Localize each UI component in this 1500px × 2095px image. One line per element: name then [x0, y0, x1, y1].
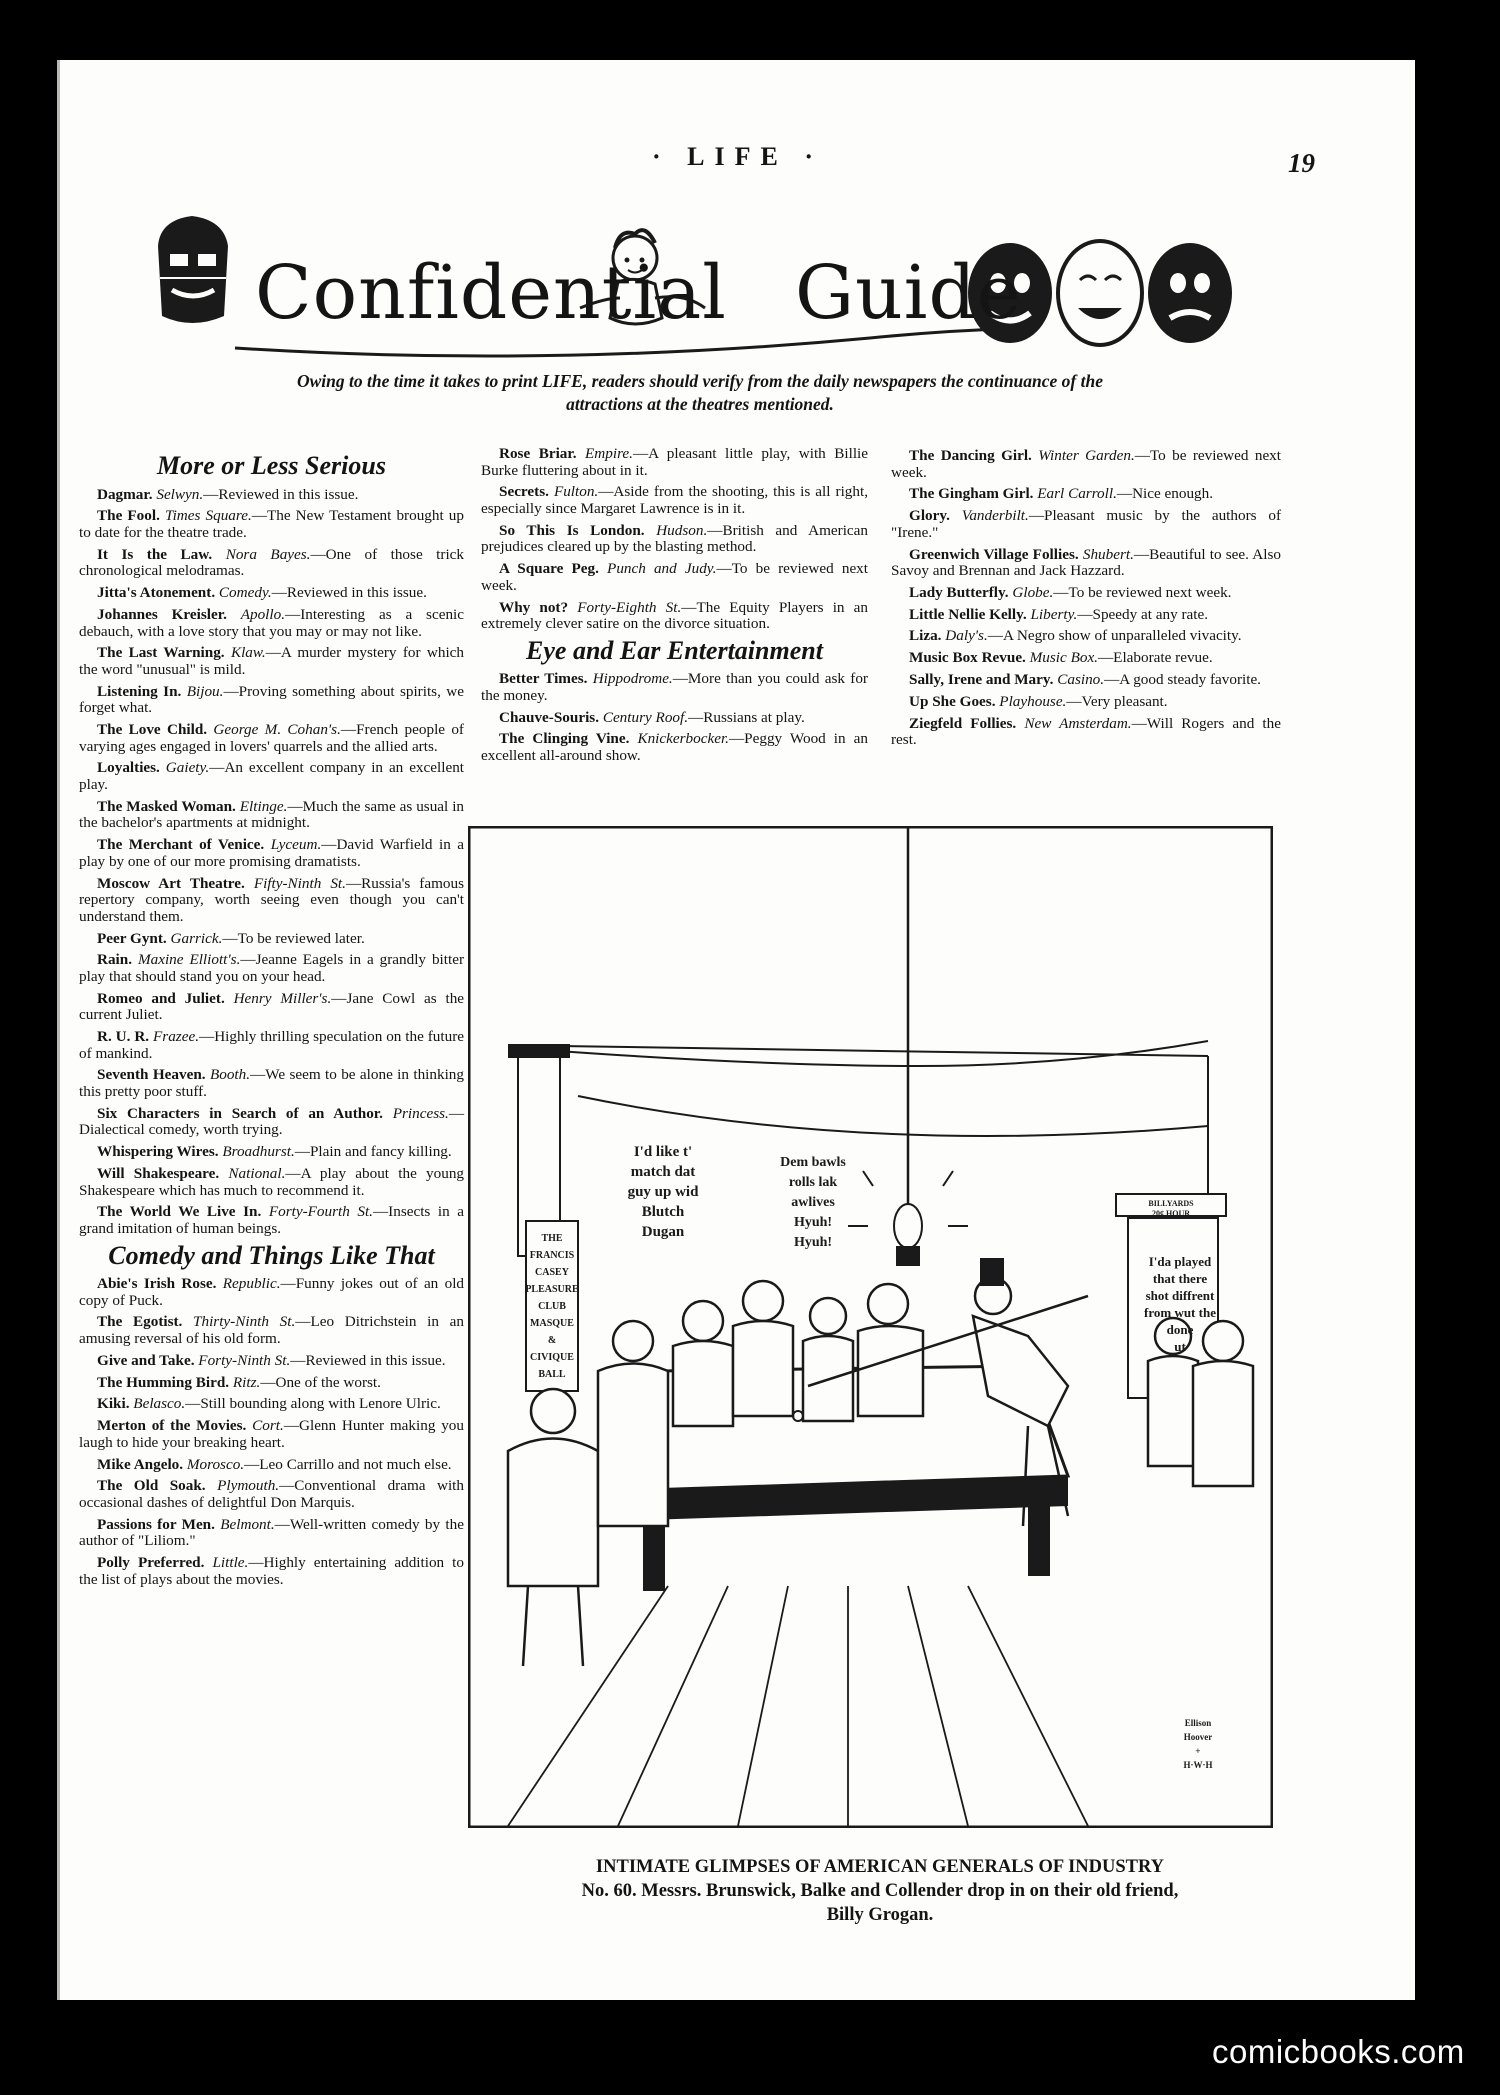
listing-entry — [79, 1555, 464, 1588]
listing-entry — [79, 1314, 464, 1347]
entry-text: —David Warfield in a play by one of our more promising dramatists. — [79, 836, 465, 870]
entry-title: Peer Gynt. — [97, 929, 167, 947]
listing-entry — [79, 1276, 464, 1309]
tiki-mask-icon — [158, 216, 228, 323]
entry-title: Passions for Men. — [97, 1515, 215, 1533]
entry-text: —A Negro show of unparalleled vivacity. — [987, 627, 1242, 645]
entry-text: —An excellent company in an excellent play. — [79, 759, 465, 793]
balloon-right-line: I'da played — [1148, 1254, 1212, 1269]
listing-entry — [79, 876, 464, 926]
balloon-right-line: that there — [1152, 1271, 1208, 1286]
entry-text: —Dialectical comedy, worth trying. — [79, 1104, 465, 1139]
entry-text: —Very pleasant. — [1066, 692, 1168, 710]
entry-text: —French people of varying ages engaged in lovers' quarrels and the allied arts. — [79, 721, 464, 755]
balloon-left-line: Blutch — [641, 1204, 685, 1220]
signature-line: + — [1195, 1746, 1201, 1756]
entry-text: —Reviewed in this issue. — [271, 584, 427, 602]
entry-venue: Ritz. — [232, 1373, 261, 1391]
entry-title: A Square Peg. — [499, 560, 599, 578]
page-number: 19 — [1288, 148, 1315, 178]
entry-venue: Forty-Ninth St. — [198, 1351, 291, 1369]
entry-title: The Egotist. — [97, 1313, 183, 1331]
banner-title-word-1: Confidential — [255, 250, 727, 336]
listing-entry — [79, 645, 464, 678]
listing-entry — [79, 1166, 464, 1199]
entry-venue: Hudson. — [656, 521, 708, 539]
listing-entry — [481, 446, 868, 479]
entry-title: Liza. — [909, 627, 942, 645]
entry-text: —Well-written comedy by the author of "Liliom." — [79, 1515, 464, 1550]
entry-venue: Morosco. — [186, 1455, 245, 1473]
poster-line: CIVIQUE — [530, 1352, 574, 1363]
entry-title: Up She Goes. — [909, 692, 996, 710]
listing-entry — [79, 585, 464, 602]
entry-text: —Funny jokes out of an old copy of Puck. — [79, 1275, 465, 1309]
entry-venue: Thirty-Ninth St. — [193, 1313, 296, 1331]
entry-venue: Henry Miller's. — [233, 989, 332, 1007]
listing-entry — [79, 991, 464, 1024]
section-heading: Comedy and Things Like That — [108, 1240, 435, 1270]
entry-venue: Plymouth. — [217, 1477, 280, 1495]
entry-title: Listening In. — [97, 682, 182, 700]
listing-entry — [891, 672, 1281, 689]
entry-venue: Belasco. — [133, 1395, 186, 1413]
entry-venue: Eltinge. — [239, 797, 288, 815]
entry-venue: Empire. — [585, 445, 633, 462]
poster-line: THE — [541, 1233, 563, 1244]
entry-venue: Winter Garden. — [1038, 447, 1135, 464]
entry-title: Why not? — [499, 598, 569, 616]
entry-venue: Princess. — [392, 1104, 449, 1122]
entry-title: Whispering Wires. — [97, 1143, 219, 1161]
listing-entry — [79, 487, 464, 504]
entry-title: Chauve-Souris. — [499, 708, 600, 726]
entry-venue: National. — [228, 1164, 286, 1182]
signature-line: Hoover — [1183, 1732, 1213, 1742]
entry-title: Abie's Irish Rose. — [97, 1275, 217, 1293]
entry-title: The Masked Woman. — [97, 797, 236, 815]
entry-venue: Broadhurst. — [222, 1143, 295, 1161]
entry-venue: Music Box. — [1029, 649, 1098, 667]
listing-entry — [79, 799, 464, 832]
banner-title-word-2: Guide — [795, 250, 1022, 336]
entry-title: Kiki. — [97, 1395, 130, 1413]
balloon-center-line: Hyuh! — [793, 1215, 833, 1230]
entry-venue: New Amsterdam. — [1024, 714, 1132, 732]
entry-text: —Reviewed in this issue. — [203, 485, 359, 503]
entry-venue: Belmont. — [220, 1515, 275, 1533]
entry-venue: George M. Cohan's. — [213, 721, 341, 739]
entry-text: —Jeanne Eagels in a grandly bitter play that should stand you on your head. — [79, 951, 465, 985]
listing-entry — [79, 1029, 464, 1062]
entry-text: —Speedy at any rate. — [1077, 605, 1209, 623]
entry-title: The Last Warning. — [97, 644, 225, 662]
listing-entry — [891, 508, 1281, 541]
entry-text: —Russians at play. — [688, 708, 805, 726]
entry-title: Dagmar. — [97, 485, 153, 503]
entry-title: Moscow Art Theatre. — [97, 874, 245, 892]
listing-entry — [79, 1353, 464, 1370]
entry-title: Greenwich Village Follies. — [909, 545, 1079, 563]
entry-text: —Beautiful to see. Also Savoy and Brennan and Jack Hazzard. — [891, 545, 1282, 580]
entry-text: —To be reviewed next week. — [481, 560, 868, 594]
entry-title: The Old Soak. — [97, 1477, 206, 1495]
entry-text: —Elaborate revue. — [1097, 649, 1213, 667]
signature-line: H·W·H — [1183, 1760, 1213, 1770]
entry-venue: Casino. — [1057, 671, 1105, 689]
entry-title: Romeo and Juliet. — [97, 989, 225, 1007]
entry-title: Music Box Revue. — [909, 649, 1026, 667]
balloon-left-line: Dugan — [641, 1224, 685, 1240]
entry-text: —A murder mystery for which the word "unusual" is mild. — [79, 644, 464, 678]
entry-title: Glory. — [909, 507, 950, 525]
balloon-center-line: Dem bawls — [780, 1155, 846, 1170]
entry-venue: Nora Bayes. — [225, 545, 311, 563]
sign-line: BILLYARDS — [1148, 1199, 1194, 1208]
listing-entry — [481, 671, 868, 704]
entry-venue: Apollo. — [240, 605, 286, 623]
entry-title: Better Times. — [499, 670, 588, 688]
magazine-page — [57, 60, 1415, 2000]
caption-line-1: INTIMATE GLIMPSES OF AMERICAN GENERALS OF INDUSTRY — [595, 1857, 1165, 1877]
listing-entry — [79, 1375, 464, 1392]
entry-text: —To be reviewed later. — [222, 929, 365, 947]
listing-entry — [79, 760, 464, 793]
entry-venue: Daly's. — [945, 627, 988, 645]
listing-entry — [79, 1144, 464, 1161]
entry-venue: Comedy. — [218, 584, 272, 602]
balloon-right-line: done — [1166, 1322, 1194, 1337]
entry-venue: Shubert. — [1082, 545, 1134, 563]
poster-line: & — [547, 1335, 557, 1346]
listing-entry — [481, 600, 868, 633]
entry-text: —The Equity Players in an extremely clever satire on the divorce situation. — [481, 598, 869, 633]
listing-entry — [79, 1204, 464, 1237]
entry-venue: Earl Carroll. — [1037, 485, 1117, 503]
entry-text: —Reviewed in this issue. — [290, 1351, 446, 1369]
balloon-center-line: rolls lak — [788, 1175, 838, 1190]
entry-title: So This Is London. — [499, 521, 645, 539]
listing-entry — [79, 607, 464, 640]
balloon-left-line: I'd like t' — [633, 1144, 693, 1160]
entry-title: Little Nellie Kelly. — [909, 605, 1027, 623]
entry-text: —Insects in a grand imitation of human beings. — [79, 1203, 465, 1237]
poster-line: FRANCIS — [529, 1250, 575, 1261]
entry-text: —Conventional drama with occasional dashes of delightful Don Marquis. — [79, 1477, 464, 1511]
entry-title: Loyalties. — [97, 759, 160, 777]
listing-entry — [891, 716, 1281, 749]
balloon-center-line: Hyuh! — [793, 1235, 833, 1250]
listing-entry — [481, 523, 868, 556]
entry-title: The Dancing Girl. — [909, 447, 1032, 464]
entry-venue: Liberty. — [1030, 605, 1078, 623]
entry-text: —Pleasant music by the authors of "Irene." — [891, 507, 1282, 541]
caption-line-3: Billy Grogan. — [826, 1905, 934, 1925]
section-heading: Eye and Ear Entertainment — [526, 635, 823, 665]
balloon-right-line: shot diffrent — [1145, 1288, 1215, 1303]
listing-entry — [79, 722, 464, 755]
entry-title: Rose Briar. — [499, 445, 577, 462]
poster-line: CLUB — [538, 1301, 566, 1312]
entry-venue: Bijou. — [186, 682, 224, 700]
entry-title: Polly Preferred. — [97, 1554, 205, 1572]
entry-title: Seventh Heaven. — [97, 1066, 206, 1084]
intro-note: Owing to the time it takes to print LIFE, readers should verify from the daily newspapers the continuance of the attractions at the theatres mentioned. — [296, 371, 1103, 414]
entry-title: Ziegfeld Follies. — [909, 714, 1017, 732]
listing-entry — [481, 731, 868, 764]
entry-venue: Booth. — [209, 1066, 251, 1084]
entry-venue: Lyceum. — [270, 836, 322, 854]
entry-venue: Gaiety. — [165, 759, 210, 777]
entry-title: Jitta's Atonement. — [97, 584, 216, 602]
listing-entry — [79, 1517, 464, 1550]
entry-text: —Still bounding along with Lenore Ulric. — [185, 1395, 441, 1413]
entry-title: R. U. R. — [97, 1028, 150, 1046]
listing-entry — [79, 1396, 464, 1413]
entry-text: —Interesting as a scenic debauch, with a love story that you may or may not like. — [79, 605, 465, 640]
entry-title: Rain. — [97, 951, 133, 969]
entry-text: —Leo Ditrichstein in an amusing reversal of his old form. — [79, 1313, 464, 1348]
entry-text: —Proving something about spirits, we forget what. — [79, 682, 464, 717]
entry-venue: Cort. — [252, 1417, 284, 1435]
section-heading: More or Less Serious — [157, 451, 386, 480]
listing-entry — [79, 1457, 464, 1474]
listing-entry — [79, 952, 464, 985]
entry-title: Will Shakespeare. — [97, 1164, 220, 1182]
cartoon-caption — [480, 1855, 1280, 1927]
poster-line: CASEY — [535, 1267, 569, 1278]
entry-venue: Times Square. — [164, 507, 252, 525]
listing-entry — [891, 585, 1281, 602]
entry-title: Six Characters in Search of an Author. — [97, 1104, 383, 1122]
entry-title: Merton of the Movies. — [97, 1417, 247, 1435]
entry-text: —One of those trick chronological melodramas. — [79, 545, 465, 580]
entry-venue: Punch and Judy. — [607, 560, 717, 578]
listing-entry — [891, 547, 1281, 580]
entry-title: The Merchant of Venice. — [97, 836, 265, 854]
entry-venue: Globe. — [1012, 583, 1054, 601]
balloon-left-line: guy up wid — [627, 1184, 699, 1200]
balloon-right-line: from wut the — [1144, 1305, 1216, 1320]
entry-text: —Highly entertaining addition to the list of plays about the movies. — [79, 1554, 464, 1588]
entry-venue: Century Roof. — [602, 708, 689, 726]
entry-title: The Clinging Vine. — [499, 730, 630, 748]
entry-title: Sally, Irene and Mary. — [909, 671, 1054, 689]
entry-text: —Peggy Wood in an excellent all-around show. — [481, 730, 868, 765]
listing-entry — [481, 710, 868, 727]
entry-title: The Love Child. — [97, 721, 208, 739]
entry-text: —We seem to be alone in thinking this pretty poor stuff. — [79, 1066, 464, 1100]
entry-text: —Nice enough. — [1116, 485, 1214, 503]
listing-entry — [891, 607, 1281, 624]
poster-line: MASQUE — [530, 1318, 574, 1329]
entry-venue: Maxine Elliott's. — [137, 951, 241, 969]
listing-column-3 — [891, 448, 1281, 754]
banner-title — [255, 250, 1022, 336]
entry-venue: Forty-Eighth St. — [577, 598, 682, 616]
entry-venue: Selwyn. — [156, 485, 204, 503]
entry-text: —To be reviewed next week. — [1053, 583, 1232, 601]
listing-entry — [481, 484, 868, 517]
entry-text: —A play about the young Shakespeare which has much to recommend it. — [79, 1164, 465, 1199]
entry-text: —A pleasant little play, with Billie Burke fluttering about in it. — [481, 445, 869, 479]
site-watermark: comicbooks.com — [1212, 2033, 1465, 2070]
entry-text: —Will Rogers and the rest. — [891, 714, 1281, 749]
entry-text: —Jane Cowl as the current Juliet. — [79, 989, 465, 1024]
entry-title: Lady Butterfly. — [909, 583, 1009, 601]
poster-line: BALL — [538, 1369, 566, 1380]
entry-text: —Highly thrilling speculation on the future of mankind. — [79, 1028, 465, 1062]
entry-venue: Fulton. — [553, 483, 599, 501]
entry-venue: Republic. — [222, 1275, 281, 1293]
caption-line-2: No. 60. Messrs. Brunswick, Balke and Collender drop in on their old friend, — [581, 1881, 1179, 1901]
entry-text: —The New Testament brought up to date for the theatre trade. — [79, 507, 464, 541]
listing-entry — [79, 508, 464, 541]
listing-entry — [79, 1106, 464, 1139]
entry-venue: Hippodrome. — [592, 670, 673, 688]
listing-column-2 — [481, 446, 868, 770]
entry-text: —Plain and fancy killing. — [294, 1143, 452, 1161]
balloon-center-line: awlives — [791, 1195, 835, 1210]
entry-title: Secrets. — [499, 483, 549, 501]
entry-text: —Much the same as usual in the bachelor's apartments at midnight. — [79, 797, 465, 832]
entry-text: —Aside from the shooting, this is all right, especially since Margaret Lawrence is in it. — [481, 483, 868, 517]
entry-text: —British and American prejudices cleared up by the blasting method. — [481, 521, 869, 556]
entry-venue: Forty-Fourth St. — [268, 1203, 373, 1221]
listing-entry — [79, 837, 464, 870]
running-title: · LIFE · — [651, 142, 824, 171]
entry-title: Mike Angelo. — [97, 1455, 184, 1473]
entry-venue: Knickerbocker. — [637, 730, 729, 748]
poster-line: PLEASURE — [525, 1284, 579, 1295]
entry-title: The World We Live In. — [97, 1203, 262, 1221]
entry-venue: Playhouse. — [999, 692, 1067, 710]
listing-entry — [481, 561, 868, 594]
entry-venue: Garrick. — [170, 929, 223, 947]
listing-entry — [79, 684, 464, 717]
balloon-right-line: ut — [1174, 1339, 1186, 1354]
entry-title: The Gingham Girl. — [909, 485, 1034, 503]
listing-entry — [891, 694, 1281, 711]
listing-entry — [79, 931, 464, 948]
entry-text: —To be reviewed next week. — [891, 447, 1281, 481]
entry-text: —Glenn Hunter making you laugh to hide your breaking heart. — [79, 1417, 464, 1451]
entry-venue: Frazee. — [153, 1028, 199, 1046]
entry-text: —Russia's famous repertory company, worth seeing even though you can't understand them. — [79, 874, 464, 925]
entry-title: Johannes Kreisler. — [97, 605, 227, 623]
entry-title: It Is the Law. — [97, 545, 213, 563]
entry-text: —One of the worst. — [260, 1373, 381, 1391]
listing-column-1 — [79, 448, 464, 1593]
entry-text: —More than you could ask for the money. — [481, 670, 868, 704]
entry-text: —Leo Carrillo and not much else. — [244, 1455, 452, 1473]
entry-text: —A good steady favorite. — [1104, 671, 1261, 689]
entry-venue: Fifty-Ninth St. — [253, 874, 346, 892]
entry-venue: Vanderbilt. — [961, 507, 1029, 525]
listing-entry — [79, 1067, 464, 1100]
listing-entry — [891, 486, 1281, 503]
entry-venue: Little. — [212, 1554, 249, 1572]
listing-entry — [79, 1478, 464, 1511]
entry-title: The Fool. — [97, 507, 160, 525]
balloon-left-line: match dat — [630, 1164, 696, 1180]
entry-title: The Humming Bird. — [97, 1373, 230, 1391]
signature-line: Ellison — [1184, 1718, 1212, 1728]
entry-venue: Klaw. — [230, 644, 266, 662]
listing-entry — [891, 448, 1281, 481]
listing-entry — [891, 650, 1281, 667]
sign-line: 20¢ HOUR — [1152, 1209, 1190, 1218]
billiards-cartoon — [468, 826, 1273, 1828]
listing-entry — [79, 547, 464, 580]
listing-entry — [891, 628, 1281, 645]
entry-title: Give and Take. — [97, 1351, 195, 1369]
listing-entry — [79, 1418, 464, 1451]
